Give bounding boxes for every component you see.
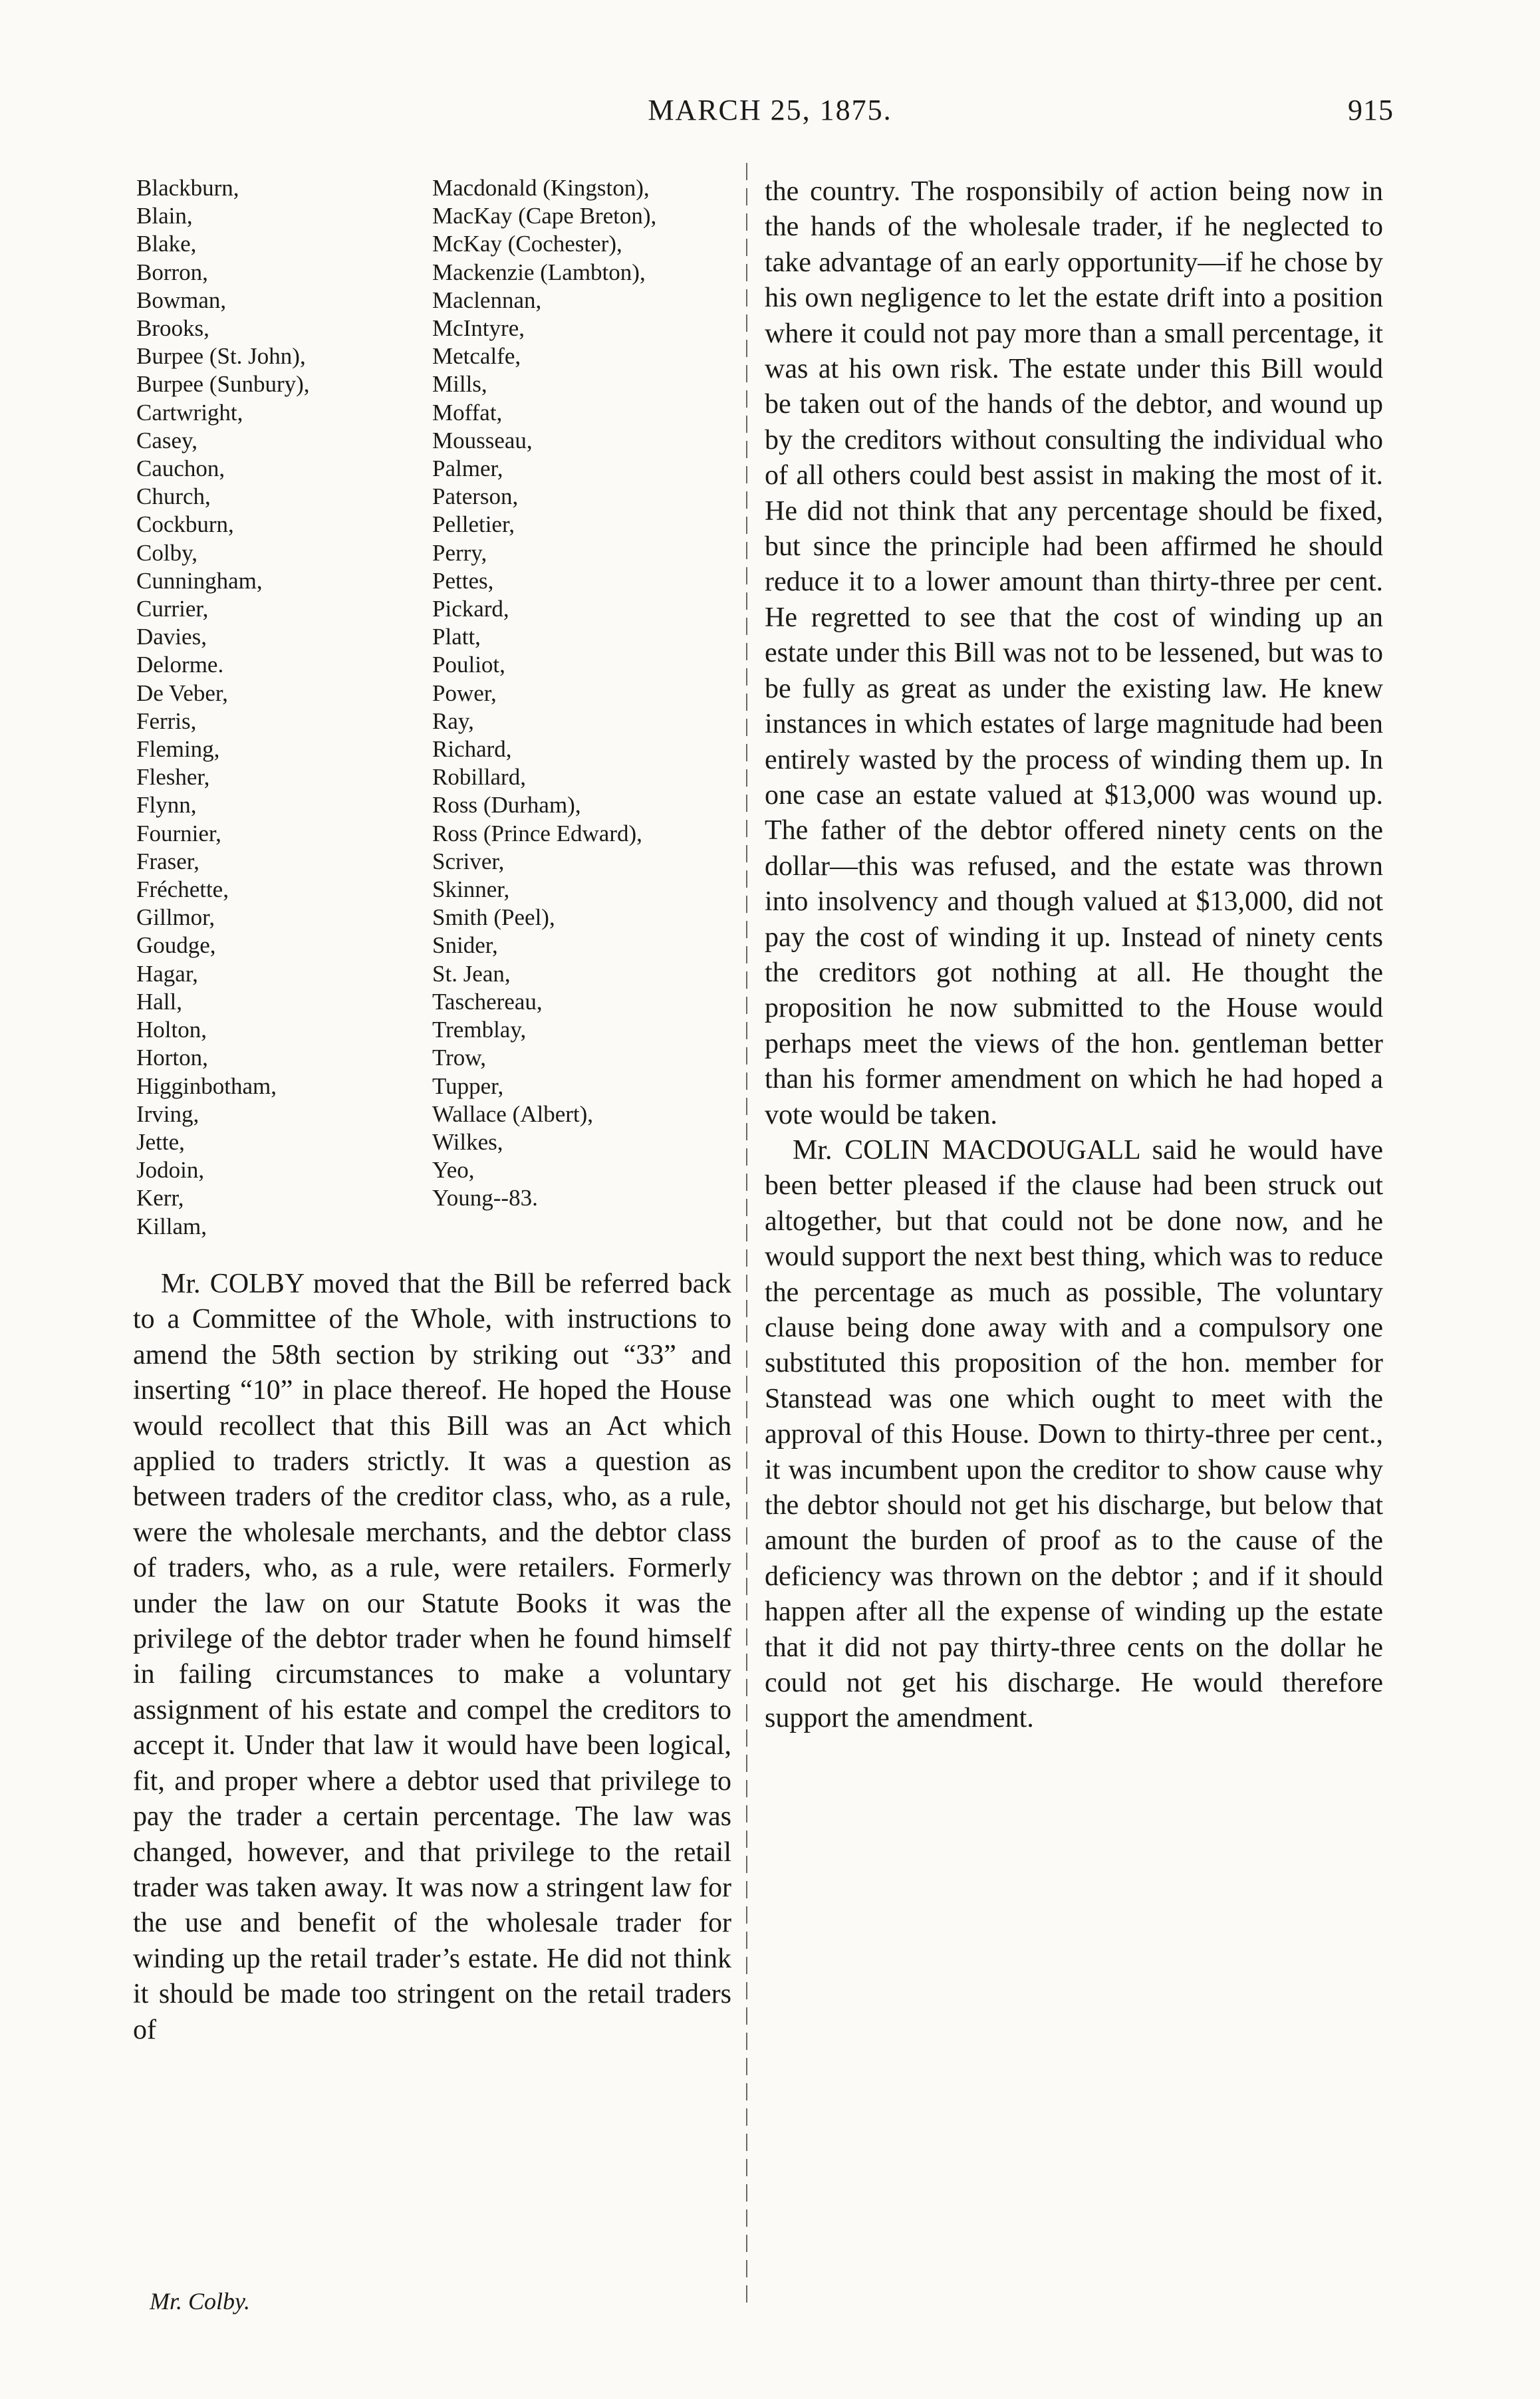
member-name: Paterson, [432, 483, 519, 510]
names-column-1 [136, 174, 449, 1241]
member-name: Colby, [136, 539, 198, 566]
member-name: Yeo, [432, 1157, 475, 1184]
member-name: Cockburn, [136, 511, 234, 538]
vote-names-list [136, 174, 765, 1239]
member-name: Fournier, [136, 820, 221, 846]
right-column-text [765, 174, 1383, 1737]
member-name: Cunningham, [136, 567, 263, 594]
member-name: Young--83. [432, 1185, 538, 1211]
member-name: Cauchon, [136, 455, 225, 482]
member-name: Blake, [136, 231, 197, 257]
member-name: Cartwright, [136, 399, 243, 426]
member-name: Killam, [136, 1213, 207, 1239]
member-name: De Veber, [136, 680, 228, 706]
member-name: Power, [432, 680, 497, 706]
member-name: Higginbotham, [136, 1073, 277, 1099]
member-name: Church, [136, 483, 211, 510]
member-name: Richard, [432, 736, 512, 763]
member-name: Kerr, [136, 1185, 184, 1211]
member-name: Ross (Durham), [432, 792, 581, 819]
member-name: Currier, [136, 596, 209, 622]
column-divider [746, 163, 747, 2311]
member-name: Hagar, [136, 960, 198, 987]
member-name: Tupper, [432, 1073, 504, 1099]
member-name: Blain, [136, 203, 193, 229]
member-name: Ferris, [136, 707, 197, 734]
member-name: Burpee (Sunbury), [136, 371, 310, 398]
member-name: Ross (Prince Edward), [432, 820, 642, 846]
member-name: McKay (Cochester), [432, 231, 622, 257]
member-name: Scriver, [432, 848, 505, 874]
member-name: Wallace (Albert), [432, 1100, 594, 1127]
member-name: McIntyre, [432, 315, 525, 342]
member-name: Brooks, [136, 315, 209, 342]
member-name: Davies, [136, 624, 207, 650]
member-name: Robillard, [432, 764, 526, 791]
member-name: Irving, [136, 1100, 199, 1127]
member-name: Platt, [432, 624, 481, 650]
member-name: Ray, [432, 707, 474, 734]
member-name: Mousseau, [432, 427, 533, 453]
member-name: Gillmor, [136, 904, 215, 931]
member-name: Pelletier, [432, 511, 515, 538]
member-name: Jette, [136, 1128, 185, 1155]
macdougall-paragraph: Mr. COLIN MACDOUGALL said he would have been better pleased if the clause had been struck out altogether, but that could not be done now, and he would support the next best thing, which was to reduce the percentage as much as possible, The voluntary clause being done away with and a compulsory one substituted this proposition of the hon. member for Stanstead was one which ought to meet with the approval of this House. Down to thirty-three per cent., it was incumbent upon the creditor to show cause why the debtor should not get his discharge, but below that amount the burden of proof as to the cause of the deficiency was thrown on the debtor ; and if it should happen after all the expense of winding up the estate that it did not pay thirty-three cents on the dollar he could not get his discharge. He would therefore support the amendment. [765, 1134, 1383, 1734]
page-header [0, 93, 1540, 133]
member-name: Pickard, [432, 596, 509, 622]
footer-speaker-note: Mr. Colby. [150, 2288, 251, 2315]
member-name: Skinner, [432, 876, 510, 903]
member-name: Pouliot, [432, 652, 505, 678]
member-name: Wilkes, [432, 1128, 503, 1155]
member-name: Palmer, [432, 455, 503, 482]
member-name: Taschereau, [432, 988, 543, 1015]
page-number: 915 [1348, 94, 1394, 126]
left-column-text [133, 1267, 731, 2048]
member-name: Fraser, [136, 848, 199, 874]
member-name: Goudge, [136, 932, 216, 959]
member-name: St. Jean, [432, 960, 511, 987]
member-name: Mills, [432, 371, 487, 398]
member-name: Smith (Peel), [432, 904, 555, 931]
member-name: Metcalfe, [432, 343, 521, 370]
continuation-paragraph: the country. The rosponsibily of action being now in the hands of the wholesale trader, if he neglected to take advantage of an early opportunity—if he chose by his own negligence to let the estate drift into a position where it could not pay more than a small percentage, it was at his own risk. The estate under this Bill would be taken out of the hands of the debtor, and wound up by the creditors without consulting the individual who of all others could best assist in making the most of it. He did not think that any percentage should be fixed, but since the principle had been affirmed he should reduce it to a lower amount than thirty-three per cent. He regretted to see that the cost of winding up an estate under this Bill was not to be lessened, but was to be fully as great as under the existing law. He knew instances in which estates of large magnitude had been entirely wasted by the process of winding them up. In one case an estate valued at $13,000 was wound up. The father of the debtor offered ninety cents on the dollar—this was refused, and the estate was thrown into insolvency and though valued at $13,000, did not pay the cost of winding it up. Instead of ninety cents the creditors got nothing at all. He thought the proposition he now submitted to the House would perhaps meet the views of the hon. gentleman better than his former amendment on which he had hoped a vote would be taken. [765, 176, 1383, 1130]
member-name: Burpee (St. John), [136, 343, 306, 370]
member-name: Moffat, [432, 399, 503, 426]
member-name: Fleming, [136, 736, 220, 763]
member-name: Horton, [136, 1045, 208, 1071]
member-name: Holton, [136, 1017, 207, 1043]
member-name: Perry, [432, 539, 487, 566]
member-name: MacKay (Cape Breton), [432, 203, 657, 229]
member-name: Snider, [432, 932, 498, 959]
member-name: Borron, [136, 259, 208, 285]
member-name: Casey, [136, 427, 198, 453]
names-column-2 [432, 174, 765, 1213]
member-name: Bowman, [136, 287, 227, 313]
colby-motion-paragraph: Mr. COLBY moved that the Bill be referred back to a Committee of the Whole, with instructions to amend the 58th section by striking out “33” and inserting “10” in place thereof. He hoped the House would recollect that this Bill was an Act which applied to traders strictly. It was a question as between traders of the creditor class, who, as a rule, were the wholesale merchants, and the debtor class of traders, who, as a rule, were retailers. Formerly under the law on our Statute Books it was the privilege of the debtor trader when he found himself in failing circumstances to make a voluntary assignment of his estate and compel the creditors to accept it. Under that law it would have been logical, fit, and proper where a debtor used that privilege to pay the trader a certain percentage. The law was changed, however, and that privilege to the retail trader was taken away. It was now a stringent law for the use and benefit of the wholesale trader for winding up the retail trader’s estate. He did not think it should be made too stringent on the retail traders of [133, 1269, 731, 2045]
member-name: Fréchette, [136, 876, 229, 903]
member-name: Flesher, [136, 764, 210, 791]
member-name: Blackburn, [136, 175, 239, 201]
member-name: Jodoin, [136, 1157, 205, 1184]
member-name: Hall, [136, 988, 183, 1015]
member-name: Trow, [432, 1045, 487, 1071]
member-name: Mackenzie (Lambton), [432, 259, 646, 285]
page-date: MARCH 25, 1875. [648, 94, 892, 126]
member-name: Flynn, [136, 792, 197, 819]
member-name: Maclennan, [432, 287, 542, 313]
member-name: Tremblay, [432, 1017, 527, 1043]
member-name: Delorme. [136, 652, 224, 678]
member-name: Macdonald (Kingston), [432, 175, 650, 201]
member-name: Pettes, [432, 567, 494, 594]
